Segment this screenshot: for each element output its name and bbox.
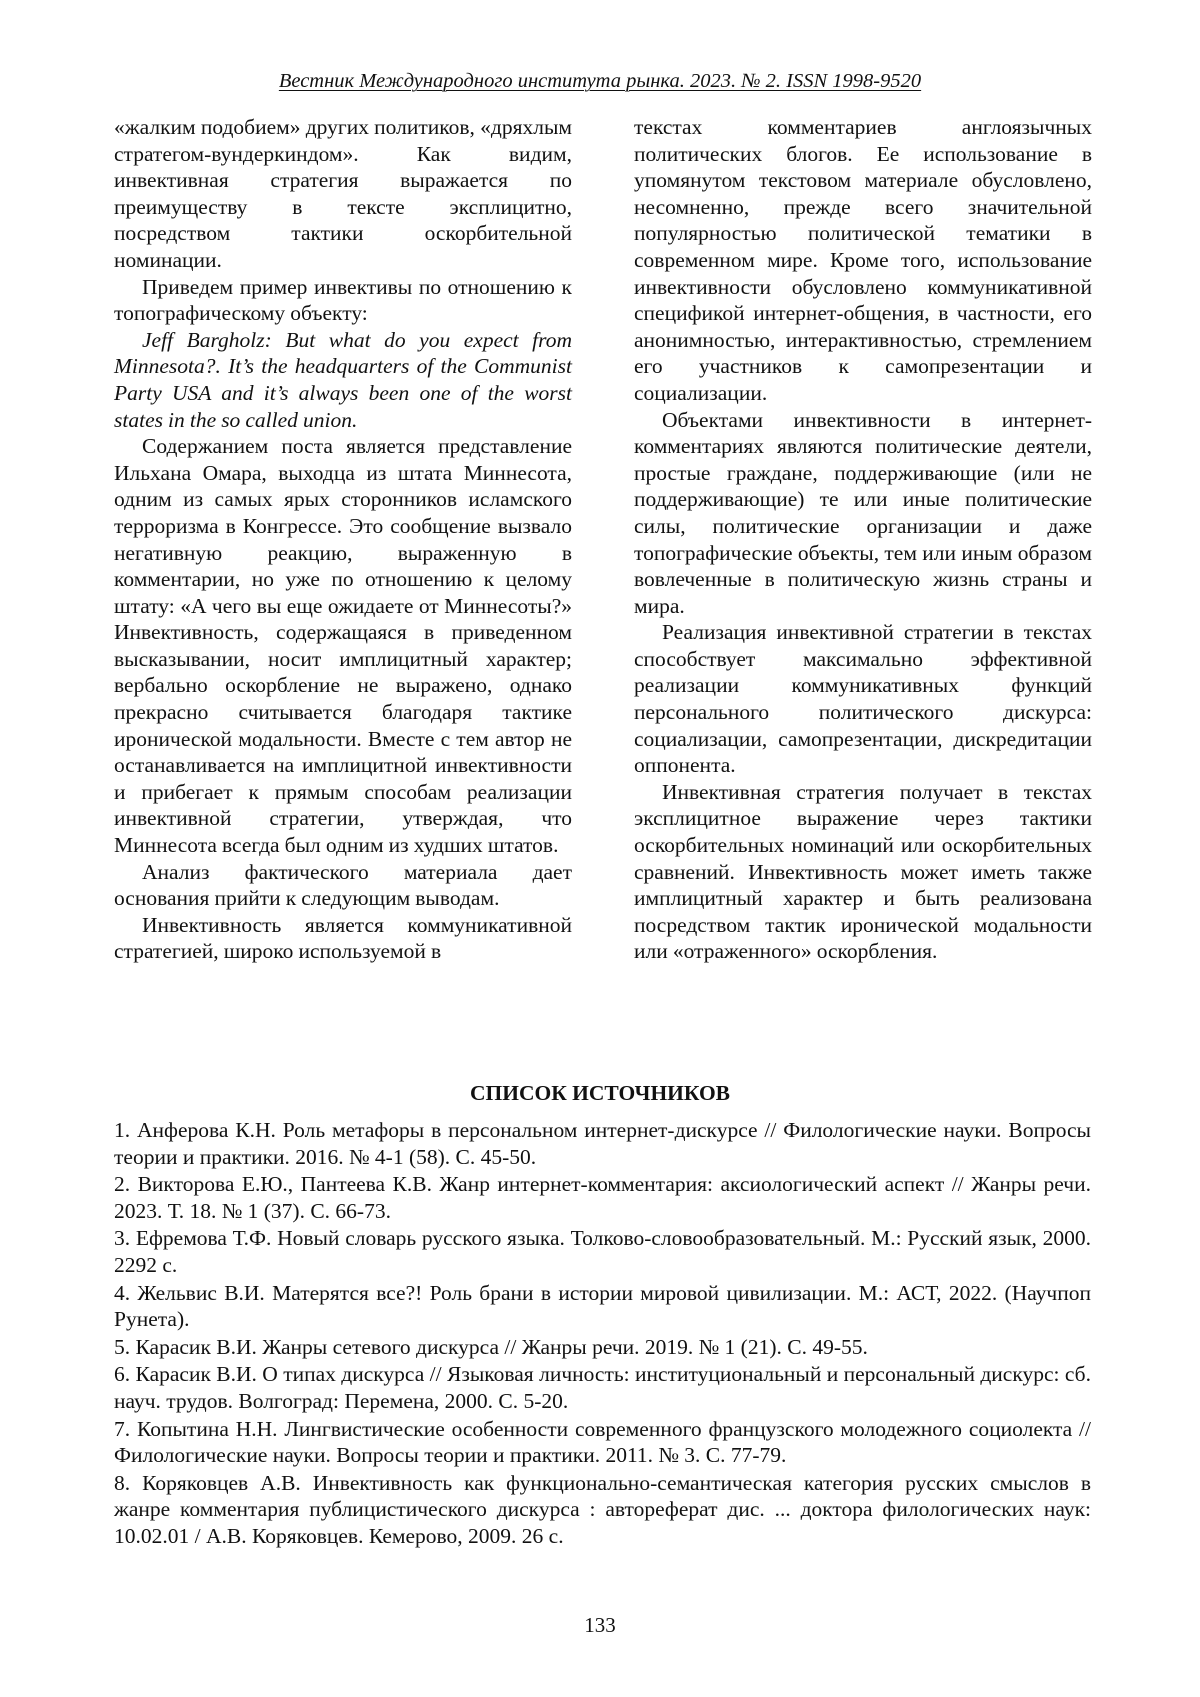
reference-item: 7. Копытина Н.Н. Лингвистические особенности современного французского молодежного социолекта // Филологические науки. Вопросы теории и практики. 2011. № 3. С. 77-79. — [114, 1416, 1091, 1468]
right-paragraph-2: Объектами инвективности в интернет-комментариях являются политические деятели, простые граждане, поддерживающие (или не поддерживающие) те или иные политические силы, политические организации и даже топографические объекты, тем или иным образом вовлеченные в политическую жизнь страны и мира. — [634, 407, 1092, 618]
journal-title-line: Вестник Международного института рынка. 2023. № 2. ISSN 1998-9520 — [278, 70, 922, 92]
quoted-comment: Jeff Bargholz: But what do you expect from Minnesota?. It’s the headquarters of the Communist Party USA and it’s always been one of the worst states in the so called union. — [114, 327, 572, 432]
left-paragraph-1: «жалким подобием» других политиков, «дряхлым стратегом-вундеркиндом». Как видим, инвективная стратегия выражается по преимуществу в тексте эксплицитно, посредством тактики оскорбительной номинации. — [114, 115, 572, 272]
right-paragraph-4: Инвективная стратегия получает в текстах эксплицитное выражение через тактики оскорбительных номинаций или оскорбительных сравнений. Инвективность может иметь также имплицитный характер и быть реализована посредством тактик иронической модальности или «отраженного» оскорбления. — [634, 779, 1092, 964]
right-paragraph-3: Реализация инвективной стратегии в текстах способствует максимально эффективной реализации коммуникативных функций персонального политического дискурса: социализации, самопрезентации, дискредитации оппонента. — [634, 620, 1092, 778]
references-list — [114, 1117, 1091, 1551]
reference-item: 4. Жельвис В.И. Матерятся все?! Роль брани в истории мировой цивилизации. М.: АСТ, 2022. (Научпоп Рунета). — [114, 1280, 1091, 1332]
reference-item: 8. Коряковцев А.В. Инвективность как функционально-семантическая категория русских смыслов в жанре комментария публицистического дискурса : автореферат дис. ... доктора филологических наук: 10.02.01 / А.В. Коряковцев. Кемерово, 2009. 26 с. — [114, 1470, 1091, 1548]
references-title: СПИСОК ИСТОЧНИКОВ — [469, 1081, 731, 1105]
left-paragraph-3: Содержанием поста является представление Ильхана Омара, выходца из штата Миннесота, одним из самых ярых сторонников исламского терроризма в Конгрессе. Это сообщение вызвало негативную реакцию, выраженную в комментарии, но уже по отношению к целому штату: «А чего вы еще ожидаете от Миннесоты?» Инвективность, содержащаяся в приведенном высказывании, носит имплицитный характер; вербально оскорбление не выражено, однако прекрасно считывается благодаря тактике иронической модальности. Вместе с тем автор не останавливается на имплицитной инвективности и прибегает к прямым способам реализации инвективной стратегии, утверждая, что Миннесота всегда был одним из худших штатов. — [114, 434, 572, 858]
page-number: 133 — [584, 1613, 616, 1637]
left-paragraph-4: Анализ фактического материала дает основания прийти к следующим выводам. — [114, 859, 572, 911]
reference-item: 5. Карасик В.И. Жанры сетевого дискурса // Жанры речи. 2019. № 1 (21). С. 49-55. — [114, 1334, 868, 1359]
left-paragraph-5: Инвективность является коммуникативной стратегией, широко используемой в — [114, 912, 572, 964]
left-column — [114, 114, 572, 965]
reference-item: 3. Ефремова Т.Ф. Новый словарь русского языка. Толково-словообразовательный. М.: Русский язык, 2000. 2292 с. — [114, 1226, 1091, 1277]
reference-item: 2. Викторова Е.Ю., Пантеева К.В. Жанр интернет-комментария: аксиологический аспект // Жанры речи. 2023. Т. 18. № 1 (37). С. 66-73. — [114, 1172, 1091, 1223]
reference-item: 6. Карасик В.И. О типах дискурса // Языковая личность: институциональный и персональный дискурс: сб. науч. трудов. Волгоград: Перемена, 2000. С. 5-20. — [114, 1362, 1091, 1413]
right-column — [634, 114, 1092, 965]
left-paragraph-2: Приведем пример инвективы по отношению к топографическому объекту: — [114, 274, 572, 326]
journal-header — [0, 70, 1200, 93]
right-paragraph-1: текстах комментариев англоязычных политических блогов. Ее использование в упомянутом текстовом материале обусловлено, несомненно, прежде всего значительной популярностью политической тематики в современном мире. Кроме того, использование инвективности обусловлено коммуникативной спецификой интернет-общения, в частности, его анонимностью, интерактивностью, стремлением его участников к самопрезентации и социализации. — [634, 115, 1092, 405]
reference-item: 1. Анферова К.Н. Роль метафоры в персональном интернет-дискурсе // Филологические науки. Вопросы теории и практики. 2016. № 4-1 (58). С. 45-50. — [114, 1118, 1091, 1169]
